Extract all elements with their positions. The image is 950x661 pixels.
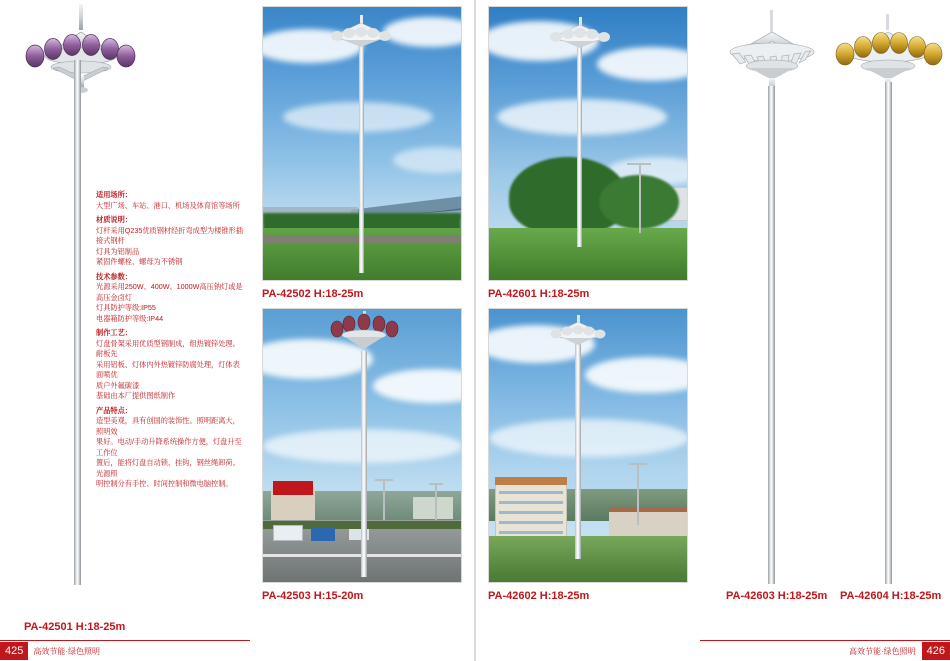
spec-group-1 <box>96 215 246 268</box>
spec-line-2-1: 灯具防护等级:IP55 <box>96 303 156 312</box>
page-number-left: 425 <box>0 642 28 660</box>
pole-shaft-42501 <box>74 60 81 585</box>
street-lamp-arm <box>627 163 651 165</box>
caption-pa-42501: PA-42501 H:18-25m <box>24 621 126 633</box>
spec-line-3-1: 采用铝板、灯体内外热镀锌防腐处理，灯体表面喷优 <box>96 359 240 379</box>
street-lamp <box>637 465 639 525</box>
pole-shaft <box>575 343 581 559</box>
lamp-head-illustration-42501 <box>8 4 158 124</box>
caption-pa-42602: PA-42602 H:18-25m <box>488 590 590 602</box>
spec-line-4-3: 明控制分有手控、时间控制和微电脑控制。 <box>96 479 233 488</box>
spec-line-3-0: 灯盘骨架采用优质型钢制成，组热镀锌处理。耐板先 <box>96 338 240 358</box>
footer-right <box>700 641 950 661</box>
footer-tagline-left: 高效节能·绿色照明 <box>33 646 101 656</box>
window-row <box>499 531 563 534</box>
pole-shaft-42604 <box>885 82 892 584</box>
photo-pa-42601 <box>488 6 688 281</box>
cloud <box>489 419 688 457</box>
spec-heading-4: 产品特点： <box>96 405 132 415</box>
billboard <box>273 481 313 495</box>
street-lamp <box>435 485 437 523</box>
spec-group-0 <box>96 190 246 211</box>
spec-group-4 <box>96 406 246 490</box>
page-spine <box>474 0 476 661</box>
window-row <box>499 501 563 504</box>
spec-line-3-2: 质户外氟碳漆 <box>96 380 140 390</box>
street-lamp <box>383 481 385 525</box>
lamp-head-icon <box>325 311 405 355</box>
house-roof <box>609 507 688 512</box>
spec-line-4-1: 果好。电动/手动升降系统操作方便，灯盘升至工作位 <box>96 437 242 457</box>
building-roof <box>495 477 567 485</box>
spec-line-4-0: 造型美观，具有创国的装饰性。照明距离大，照明效 <box>96 416 240 436</box>
product-specifications <box>96 190 246 494</box>
caption-pa-42601: PA-42601 H:18-25m <box>488 288 590 300</box>
spec-heading-0: 适用场所： <box>96 190 132 199</box>
lamp-head-icon <box>545 17 617 51</box>
spec-group-2 <box>96 272 246 325</box>
lamp-head-icon <box>545 315 613 347</box>
vehicle <box>273 525 303 541</box>
pole-shaft <box>361 351 367 577</box>
spec-heading-1: 材质说明： <box>96 215 132 224</box>
street-lamp <box>639 165 641 233</box>
building <box>413 497 453 519</box>
spec-line-0-0: 大型广场、车站、港口、机场及体育馆等场所 <box>96 200 240 210</box>
cloud <box>497 99 667 135</box>
spec-group-3 <box>96 328 246 402</box>
caption-pa-42604: PA-42604 H:18-25m <box>840 590 942 602</box>
footer-left <box>0 641 250 661</box>
footer-tagline-right: 高效节能·绿色照明 <box>848 646 916 656</box>
spec-line-2-2: 电器箱防护等级:IP44 <box>96 313 164 323</box>
window-row <box>499 521 563 524</box>
spec-line-3-3: 基础由本厂提供图纸制作 <box>96 391 176 400</box>
page-number-right: 426 <box>922 642 950 660</box>
spec-line-1-1: 灯具为铝制品 <box>96 246 140 256</box>
grass-field <box>489 228 687 280</box>
window-row <box>499 511 563 514</box>
spec-line-2-0: 光源采用250W、400W、1000W高压钠灯或是高压金卤灯 <box>96 282 243 302</box>
lamp-head-icon <box>325 15 399 49</box>
cloud <box>283 102 433 132</box>
spec-heading-3: 制作工艺： <box>96 328 132 337</box>
photo-pa-42503 <box>262 308 462 583</box>
pole-shaft <box>359 41 364 273</box>
street-lamp-arm <box>429 483 443 485</box>
photo-pa-42502 <box>262 6 462 281</box>
spec-heading-2: 技术参数： <box>96 271 132 281</box>
caption-pa-42603: PA-42603 H:18-25m <box>726 590 828 602</box>
photo-pa-42602 <box>488 308 688 583</box>
ground <box>489 536 687 582</box>
vehicle <box>311 528 335 541</box>
spec-line-4-2: 置后，能将灯盘自动锁、挂钩，钢丝绳卸荷。光源照 <box>96 458 240 478</box>
window-row <box>499 491 563 494</box>
caption-pa-42502: PA-42502 H:18-25m <box>262 288 364 300</box>
pole-shaft-42603 <box>768 86 775 584</box>
street-lamp-arm <box>629 463 647 465</box>
spec-line-1-2: 紧固件螺栓、螺母为不锈钢 <box>96 257 183 266</box>
caption-pa-42503: PA-42503 H:15-20m <box>262 590 364 602</box>
pole-shaft <box>577 47 582 247</box>
street-lamp-arm <box>375 479 393 481</box>
spec-line-1-0: 灯杆采用Q235优质钢材经折弯成型为楼锥形插接式钢杆 <box>96 225 243 245</box>
